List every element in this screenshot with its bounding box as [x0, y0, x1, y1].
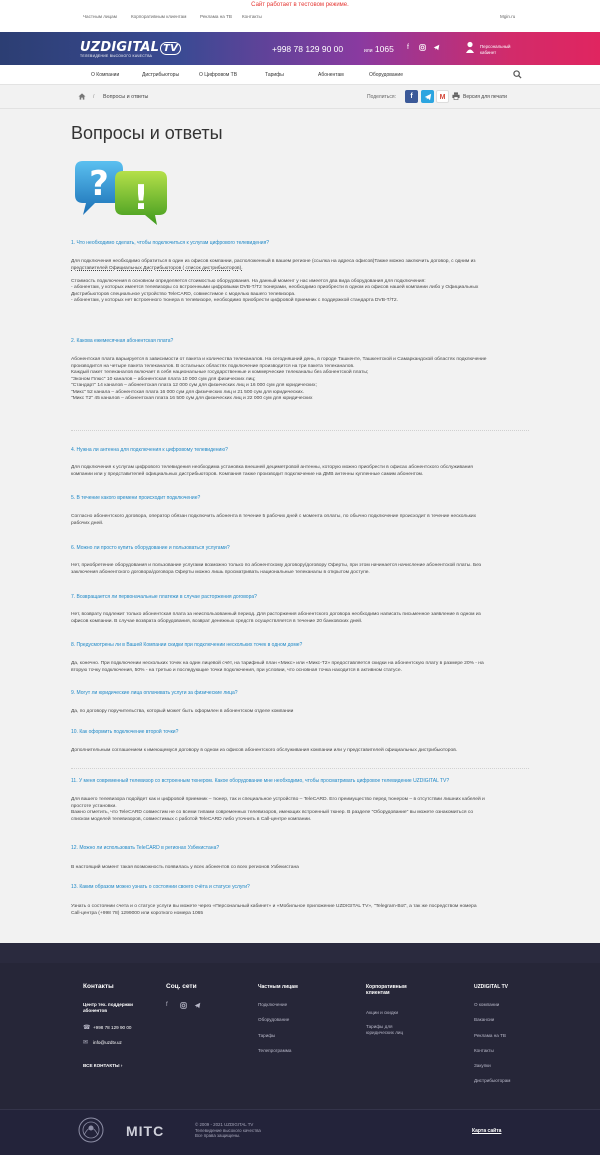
user-icon[interactable]: [466, 41, 474, 54]
test-mode-notice: Сайт работает в тестовом режиме.: [251, 2, 349, 8]
faq-answer: Нет, возврату подлежит только абонентская плата за неиспользованный период. Для расторжения абонентского договора необходимо написать письменное заявление в одном из офисов компании. В случае возврата оборудования, возврат денежных средств осуществляется в течение 20 банковских дней.: [71, 612, 481, 624]
footer-col-title: Корпоративным клиентам: [366, 984, 407, 996]
faq-question[interactable]: 9. Могут ли юридические лица оплачивать услуги за физические лица?: [71, 690, 238, 696]
footer-link[interactable]: Дистрибьюторам: [474, 1078, 511, 1083]
faq-answer: Абонентская плата варьируется в зависимости от пакета и количества телеканалов. На сегодняшний день, в городе Ташкенте, Ташкентской и Самаркандской областях подключение производится на четыре пакета телеканалов. В остальных областях подключение производится на три пакета телеканалов. Каждый пакет телеканалов включает в себя национальные государственные и коммерческие телеканалы без абонентской платы; "Эконом Плюс" 10 каналов – абонентская плата 10 000 сум для физических лиц; "Стандарт" 14 каналов – абонентская плата 12 000 сум для физических лиц и 16 000 сум для юридических; "Микс" 52 канала – абонентская плата 16 000 сум для физических лиц и 21 500 сум для юридических. "Микс T2" 45 каналов – абонентская плата 16 500 сум для физических лиц и 22 000 сум для юридических: [71, 357, 487, 401]
nav-digital-tv[interactable]: О Цифровом ТВ: [199, 72, 238, 78]
divider: [71, 768, 529, 769]
faq-answer: Да, по договору поручительства, который может быть оформлен в абонентском отделе компании: [71, 709, 294, 714]
facebook-icon[interactable]: f: [166, 1002, 168, 1008]
footer-link[interactable]: Акции и скидки: [366, 1010, 399, 1015]
footer-link[interactable]: Тарифы: [258, 1033, 276, 1038]
faq-question[interactable]: 7. Возвращается ли первоначальные платежи в случае расторжения договора?: [71, 594, 257, 600]
state-emblem-icon: [78, 1117, 104, 1143]
footer-social-title: Соц. сети: [166, 983, 197, 990]
faq-illustration: [71, 155, 171, 227]
faq-question[interactable]: 13. Каким образом можно узнать о состоянии своего счёта и статусе услуги?: [71, 884, 250, 890]
print-version-link[interactable]: Версия для печати: [463, 94, 507, 100]
footer-link[interactable]: Контакты: [474, 1048, 494, 1053]
footer-contacts-title: Контакты: [83, 983, 114, 990]
footer-col-title: UZDIGITAL TV: [474, 984, 508, 990]
divider: [71, 430, 529, 431]
logo-tagline: ТЕЛЕВИДЕНИЕ ВЫСОКОГО КАЧЕСТВА: [80, 54, 153, 58]
nav-tariffs[interactable]: Тарифы: [265, 72, 284, 78]
telegram-icon[interactable]: [432, 44, 440, 52]
footer-link[interactable]: Подключение: [258, 1002, 288, 1007]
header: [0, 32, 600, 65]
faq-question[interactable]: 1. Что необходимо сделать, чтобы подключиться к услугам цифрового телевидения?: [71, 240, 270, 246]
nav-equipment[interactable]: Оборудование: [369, 72, 404, 78]
page-title: Вопросы и ответы: [71, 123, 223, 143]
svg-text:!: !: [133, 178, 149, 218]
faq-answer: Да, конечно. При подключении нескольких точек на один лицевой счёт, на тарифный план «Микс» или «Микс-T2» предоставляется скидки на абонентскую плату в размере 20% - на вторую точку подключения, 50% - на третью и последующие точки подключения, при условии, что основная точка находится в активном статусе.: [71, 661, 484, 673]
faq-answer: Узнать о состоянии счета и о статусе услуги вы можете через «Персональный кабинет» и «Мобильное приложение UZDIGITAL TV», "Telegram-Bot", а так же посредством номера Call-центра (+998 78) 1299000 или короткого номера 1065: [71, 904, 477, 916]
faq-question[interactable]: 4. Нужна ли антенна для подключения к цифровому телевидению?: [71, 447, 228, 453]
print-icon[interactable]: [452, 92, 460, 100]
share-telegram-icon[interactable]: [421, 90, 434, 103]
facebook-icon[interactable]: f: [407, 44, 409, 51]
faq-answer: Нет, приобретение оборудования и пользование услугами возможно только по абонентскому договору/договору Оферты, при этом начинается начисление абонентской платы. Без заключения абонентского договора/договора Оферты можно лишь просматривать национальные телеканалы в открытом доступе.: [71, 563, 482, 575]
svg-text:?: ?: [89, 164, 109, 204]
footer-link[interactable]: Вакансии: [474, 1017, 495, 1022]
all-contacts-link[interactable]: ВСЕ КОНТАКТЫ ›: [83, 1063, 123, 1068]
home-icon[interactable]: [78, 93, 86, 100]
instagram-icon[interactable]: [418, 44, 426, 52]
faq-answer: Для подключения необходимо обратиться в один из офисов компании, расположенный в вашем регионе (ссылка на адреса офисов)Также можно заключить договор, с одним из представителей Официальных Дистрибьюторов ( список дистрибьюторов). Стоимость подключения в основном определяется стоимостью оборудования. На данный момент у нас имеется два вида оборудования для подключения: - абонентам, у которых имеется телевизоры со встроенными цифровыми DVB-T/T2 тюнерами, необходимо приобрести в одном из офисов нашей компании либо у Официальных Дистрибьюторов специальное устройство TeleCARD, совместимое с моделью вашего телевизора. - абонентам, у которых нет встроенного тюнера в телевизоре, необходимо приобрести цифровой приемник с поддержкой стандарта DVB-T/T2.: [71, 259, 479, 303]
main-nav: [0, 65, 600, 85]
faq-answer: Дополнительным соглашением к имеющемуся договору в одном из офисов абонентского обслуживания компании или у представителей официальных дистрибьюторов.: [71, 748, 458, 753]
logo[interactable]: UZDIGITAL TV: [80, 40, 181, 55]
toplink-ads[interactable]: Реклама на ТВ: [200, 14, 232, 19]
search-icon[interactable]: [513, 70, 522, 79]
footer-link[interactable]: Оборудование: [258, 1017, 290, 1022]
faq-answer: Согласно абонентского договора, оператор обязан подключить абонента в течение 5 рабочих дней с момента оплаты, по обычно подключение происходит в течение нескольких рабочих дней.: [71, 514, 477, 526]
faq-answer: Для подключения к услугам цифрового телевидения необходима установка внешней дециметровой антенны, которую можно приобрести в офисах абонентского обслуживания компании или у представителей официальных дистрибьюторов. Компания также производит подключение на ДМВ антенны купленные самим абонентом.: [71, 465, 473, 477]
share-label: Поделиться:: [367, 94, 396, 100]
personal-cabinet-link[interactable]: Персональный кабинет: [480, 44, 511, 55]
faq-question[interactable]: 12. Можно ли использовать TeleCARD в регионах Узбекистана?: [71, 845, 220, 851]
footer-link[interactable]: О компании: [474, 1002, 500, 1007]
header-short-number[interactable]: или 1065: [364, 44, 394, 54]
breadcrumb: [0, 85, 600, 109]
faq-question[interactable]: 11. У меня современный телевизор со встроенным тюнером. Какое оборудование мне необходимо, чтобы просматривать цифровое телевидение UZDIGITAL TV?: [71, 778, 450, 784]
language-link[interactable]: Mgin.ru: [500, 14, 516, 19]
faq-answer: В настоящий момент такая возможность появилась у всех абонентов со всех регионов Узбекистана: [71, 865, 299, 870]
telegram-icon[interactable]: [194, 1002, 201, 1009]
nav-about[interactable]: О Компании: [91, 72, 120, 78]
footer-link[interactable]: Реклама на ТВ: [474, 1033, 506, 1038]
copyright: © 2009 - 2021 UZDIGITAL TV Телевидение высокого качества Все права защищены.: [195, 1122, 261, 1139]
instagram-icon[interactable]: [180, 1002, 187, 1009]
footer-link[interactable]: Телепрограмма: [258, 1048, 292, 1053]
toplink-private[interactable]: Частным лицам: [83, 14, 117, 19]
footer-phone[interactable]: +998 78 129 90 00: [93, 1025, 132, 1030]
footer-link[interactable]: Тарифы для юридических лиц: [366, 1024, 404, 1035]
share-gmail-icon[interactable]: M: [436, 90, 449, 103]
header-phone[interactable]: +998 78 129 90 00: [272, 44, 344, 54]
faq-question[interactable]: 2. Какова ежемесячная абонентская плата?: [71, 338, 174, 344]
toplink-corporate[interactable]: Корпоративным клиентам: [131, 14, 187, 19]
toplink-contacts[interactable]: Контакты: [242, 14, 262, 19]
faq-answer: Для вашего телевизора подойдет как и цифровой приемник – тюнер, так и специальное устройство – TeleCARD. Его преимущество перед тюнером – в отсутствии лишних кабелей и простоте установки. Важно отметить, что TeleCARD совместим не со всеми типами современных телевизоров, имеющих встроенный тюнер. В разделе "Оборудование" вы можете ознакомиться со списком моделей телевизоров, совместимых с работой TeleCARD либо уточнить в Call-центре компании.: [71, 797, 485, 822]
breadcrumb-separator: /: [93, 94, 95, 100]
nav-distributors[interactable]: Дистрибьюторы: [142, 72, 180, 78]
footer-col-title: Частным лицам: [258, 984, 298, 990]
faq-question[interactable]: 8. Предусмотрены ли в Вашей Компании скидки при подключении нескольких точек в одном доме?: [71, 642, 303, 648]
faq-question[interactable]: 10. Как оформить подключение второй точки?: [71, 729, 179, 735]
nav-subscribers[interactable]: Абонентам: [318, 72, 344, 78]
footer-link[interactable]: Закупки: [474, 1063, 491, 1068]
mitc-logo[interactable]: MITC: [126, 1123, 165, 1139]
faq-question[interactable]: 6. Можно ли просто купить оборудование и пользоваться услугами?: [71, 545, 230, 551]
mail-icon: ✉: [83, 1040, 89, 1046]
share-facebook-icon[interactable]: f: [405, 90, 418, 103]
footer-support-label: Центр тех. поддержки абонентов: [83, 1002, 133, 1013]
faq-question[interactable]: 5. В течение какого времени происходит подключение?: [71, 495, 201, 501]
footer-email[interactable]: info@uzdtv.uz: [93, 1040, 122, 1045]
sitemap-link[interactable]: Карта сайта: [472, 1128, 502, 1134]
phone-icon: ☎: [83, 1025, 91, 1031]
breadcrumb-current: Вопросы и ответы: [103, 94, 149, 100]
